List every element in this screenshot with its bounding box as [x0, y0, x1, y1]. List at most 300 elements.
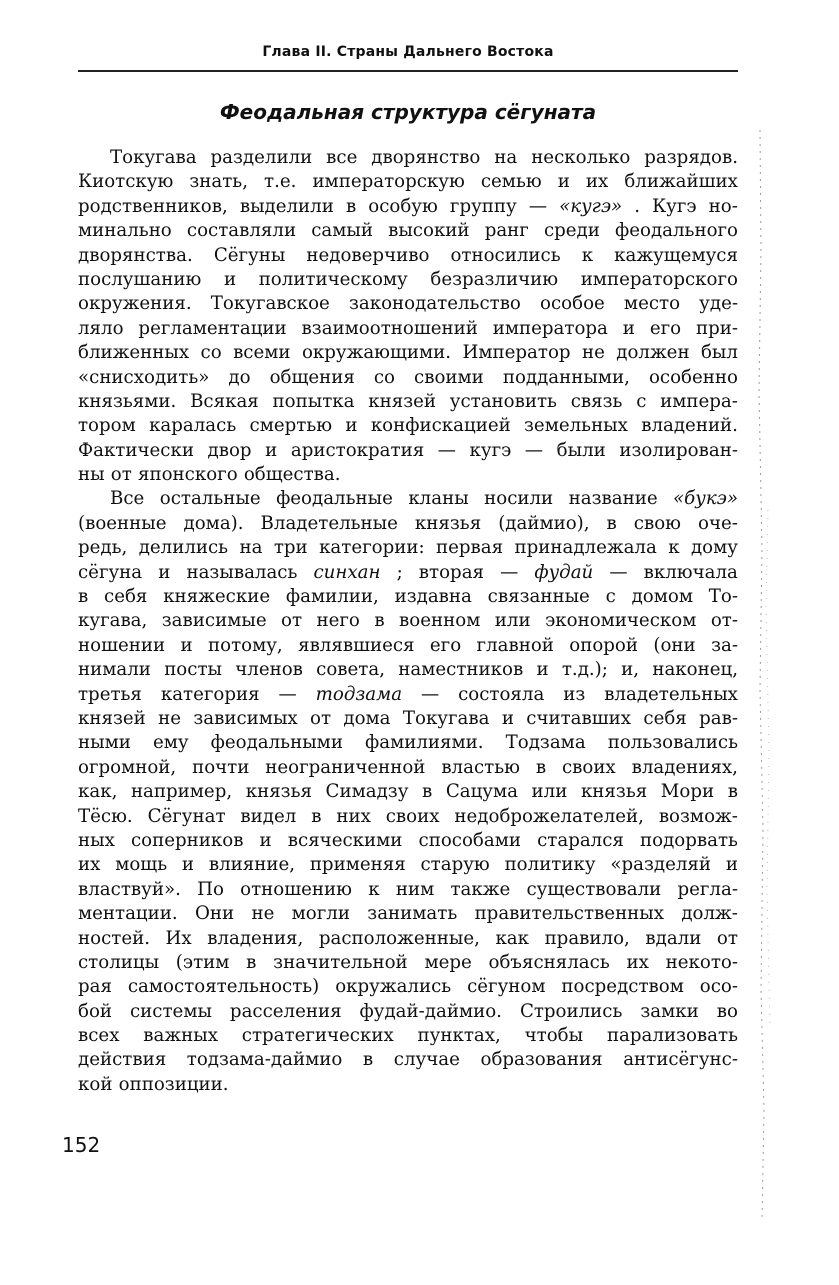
word: в — [362, 1049, 374, 1071]
word: дому — [690, 537, 738, 559]
word: домом — [631, 586, 693, 608]
word: своими — [414, 366, 484, 388]
word: самый — [311, 220, 373, 242]
text-line — [78, 268, 738, 292]
word: себя — [104, 586, 148, 608]
word: являвшиеся — [298, 634, 415, 656]
word: всяческими — [287, 829, 403, 851]
word: феодального — [615, 220, 738, 242]
word: ним — [395, 878, 435, 900]
word: считавших — [526, 707, 632, 729]
word: чтобы — [524, 1025, 584, 1047]
word: не — [158, 707, 182, 729]
word: регла- — [677, 878, 738, 900]
word: безразличию — [430, 268, 559, 290]
word: носили — [484, 488, 554, 510]
text-line — [78, 902, 738, 926]
word: высокий — [388, 220, 470, 242]
word: их — [626, 951, 649, 973]
word: значительной — [273, 951, 408, 973]
word: к — [581, 244, 594, 266]
word: Их — [165, 927, 192, 949]
body-text — [78, 146, 738, 1097]
word: князей — [368, 390, 437, 412]
word: конфискацией — [370, 415, 511, 437]
word: семью — [480, 171, 542, 193]
word: принадлежала — [514, 537, 657, 559]
word: общения — [269, 366, 355, 388]
word: посты — [164, 659, 222, 681]
text-line — [78, 561, 738, 585]
word: самостоятельность) — [127, 976, 320, 998]
word: и — [181, 854, 195, 876]
word: называлась — [186, 561, 298, 583]
word: осо- — [699, 976, 738, 998]
text-line — [78, 1000, 738, 1024]
word: (они — [653, 634, 696, 656]
word: с — [605, 586, 616, 608]
word: до — [228, 366, 251, 388]
word: свою — [633, 512, 682, 534]
word: ны — [78, 464, 105, 486]
word: разрядов. — [644, 147, 738, 168]
word: за- — [711, 634, 738, 656]
word: Император — [462, 342, 571, 364]
word: окружались — [335, 976, 452, 998]
word: старую — [420, 854, 490, 876]
word: посредством — [561, 976, 684, 998]
word: окружающими. — [301, 342, 452, 364]
word: князья — [414, 512, 482, 534]
word: замки — [640, 1000, 699, 1022]
text-line — [78, 585, 738, 609]
word: относились — [450, 244, 561, 266]
word: изолирован- — [619, 439, 738, 461]
word: некото- — [665, 951, 738, 973]
word: важных — [143, 1025, 218, 1047]
word: к — [668, 537, 680, 559]
word: разделили — [210, 147, 313, 168]
word: регламентации — [138, 317, 287, 339]
text-line — [78, 878, 738, 902]
text-line — [78, 366, 738, 390]
word: Мори — [660, 781, 715, 803]
word: из — [563, 683, 586, 705]
word: ношении — [78, 634, 166, 656]
word: оче- — [698, 512, 738, 534]
word: — — [437, 439, 456, 461]
word: вдали — [645, 927, 702, 949]
word: императорскую — [312, 171, 465, 193]
word: расположенные, — [318, 927, 480, 949]
word: князей — [78, 707, 146, 729]
word: дворянство — [371, 147, 481, 168]
word: недоверчиво — [306, 244, 430, 266]
word: делились — [138, 537, 229, 559]
word: Сёгунат — [147, 805, 226, 827]
word: состояла — [458, 683, 545, 705]
word: общества. — [243, 464, 341, 486]
word: действия — [78, 1049, 167, 1071]
word: и — [345, 415, 358, 437]
word: владений. — [641, 415, 738, 437]
word: могли — [291, 903, 350, 925]
word: — — [524, 439, 544, 461]
word: соперников — [130, 829, 244, 851]
word: Тёсю. — [78, 805, 133, 827]
word: тором — [78, 415, 136, 437]
word: связанные — [487, 586, 590, 608]
word: владетельных — [604, 683, 738, 705]
scan-edge-artifact — [754, 130, 774, 1220]
word: как — [495, 927, 530, 949]
word: Тодзама — [505, 732, 586, 754]
word: — — [278, 683, 297, 705]
word: выделили — [239, 195, 334, 217]
word: в — [78, 586, 89, 608]
word: членов — [235, 659, 303, 681]
word: зависимые — [161, 610, 267, 632]
word: на — [494, 147, 518, 168]
word: японского — [138, 464, 238, 486]
word: в — [374, 610, 385, 632]
word: экономическом — [545, 610, 697, 632]
word: особое — [540, 293, 605, 315]
word: или — [494, 610, 531, 632]
word: владениях, — [631, 756, 738, 778]
word: политическому — [258, 268, 408, 290]
word: «разделяй — [610, 854, 712, 876]
word: и — [557, 171, 570, 193]
word: феодальными — [210, 732, 343, 754]
word: княжеские — [163, 586, 271, 608]
word: ему — [152, 732, 189, 754]
word: и — [536, 659, 549, 681]
word: в — [246, 951, 257, 973]
word: окружения. — [78, 293, 192, 315]
word: дома — [343, 707, 391, 729]
word: был — [700, 342, 738, 364]
word: взаимоотношений — [301, 317, 478, 339]
word: правительственных — [474, 903, 665, 925]
word: несколько — [531, 147, 631, 168]
word: властью — [441, 756, 520, 778]
word: в — [727, 781, 738, 803]
word: с — [636, 390, 647, 412]
word: мощь — [115, 854, 168, 876]
word: родственников, — [78, 195, 228, 217]
word: императора — [492, 317, 608, 339]
word: ранг — [484, 220, 529, 242]
word: князьями. — [78, 390, 177, 412]
word: остальные — [159, 488, 261, 510]
word: должен — [616, 342, 690, 364]
text-line — [78, 975, 738, 999]
text-line — [78, 1048, 738, 1072]
word: видел — [240, 805, 297, 827]
word: политику — [504, 854, 596, 876]
word: случае — [393, 1049, 460, 1071]
word: Владетельные — [260, 512, 398, 534]
word: и — [725, 854, 738, 876]
word: включала — [643, 561, 738, 583]
word: или — [531, 781, 568, 803]
word: в — [345, 195, 357, 217]
word: совета, — [316, 659, 385, 681]
running-head: Глава II. Страны Дальнего Востока — [262, 44, 554, 60]
word: вторая — [418, 561, 485, 583]
text-line — [78, 853, 738, 877]
word: тодзама-даймио — [186, 1049, 343, 1071]
word: ных — [78, 829, 115, 851]
word: аристократия — [290, 439, 425, 461]
word: рав- — [699, 707, 738, 729]
word: всеми — [233, 342, 291, 364]
word: от — [310, 707, 332, 729]
word: попытка — [272, 390, 355, 412]
word: в — [421, 781, 433, 803]
word: главной — [476, 634, 554, 656]
word: ностей. — [78, 927, 150, 949]
text-line — [78, 170, 738, 194]
text-line — [78, 1024, 738, 1048]
word: минально — [78, 220, 172, 242]
word: законодательство — [348, 293, 521, 315]
word: редь, — [78, 537, 128, 559]
word: бой — [78, 1000, 113, 1022]
word: сёгуном — [467, 976, 546, 998]
word: кой — [78, 1073, 113, 1095]
word: место — [623, 293, 681, 315]
word: владения, — [207, 927, 304, 949]
word: и — [180, 634, 193, 656]
word: двор — [207, 439, 252, 461]
word: были — [556, 439, 606, 461]
word: дворянства. — [78, 244, 193, 266]
word: связь — [570, 390, 623, 412]
word: — — [420, 683, 440, 705]
word: особую — [368, 195, 438, 217]
word: но- — [708, 195, 738, 217]
word: земельных — [524, 415, 628, 437]
word: императорского — [580, 268, 738, 290]
text-line — [78, 536, 738, 560]
word: Сёгуны — [213, 244, 286, 266]
word: ближенных — [78, 342, 190, 364]
word: нимали — [78, 659, 151, 681]
text-line — [78, 756, 738, 780]
word: Кугэ — [652, 195, 697, 217]
text-line — [78, 414, 738, 438]
word: ; — [396, 561, 403, 583]
word: стратегических — [241, 1025, 394, 1047]
word: старался — [537, 829, 624, 851]
word: То- — [708, 586, 738, 608]
word: Они — [194, 903, 235, 925]
word: Всякая — [190, 390, 259, 412]
word: потому, — [208, 634, 283, 656]
word: категория — [160, 683, 260, 705]
word: синхан — [313, 561, 381, 583]
text-line — [78, 683, 738, 707]
word: во — [716, 1000, 738, 1022]
word: от- — [710, 610, 738, 632]
word: категории: — [319, 537, 425, 559]
word: Строились — [519, 1000, 623, 1022]
word: «снисходить» — [78, 366, 210, 388]
word: от — [716, 927, 738, 949]
word: каралась — [149, 415, 237, 437]
word: системы — [130, 1000, 212, 1022]
word: занимать — [367, 903, 458, 925]
word: т.е. — [264, 171, 297, 193]
text-line — [78, 292, 738, 316]
word: Токугава — [402, 707, 490, 729]
word: и — [259, 829, 272, 851]
word: название — [568, 488, 658, 510]
word: Все — [110, 488, 145, 510]
word: наместников — [398, 659, 524, 681]
text-line — [78, 512, 738, 536]
word: Симадзу — [325, 781, 409, 803]
word: кугава, — [78, 610, 148, 632]
word: третья — [78, 683, 142, 705]
text-line — [78, 463, 738, 487]
word: послушанию — [78, 268, 202, 290]
word: в — [606, 512, 617, 534]
word: зависимых — [193, 707, 298, 729]
text-line — [78, 829, 738, 853]
word: как, — [78, 781, 118, 803]
word: себя — [643, 707, 687, 729]
word: пользовались — [607, 732, 738, 754]
word: своих — [561, 756, 616, 778]
word: своих — [385, 805, 440, 827]
word: при- — [695, 317, 738, 339]
word: антисёгунс- — [623, 1049, 738, 1071]
text-line — [78, 1073, 738, 1097]
word: феодальные — [276, 488, 393, 510]
word: По — [197, 878, 224, 900]
text-line — [78, 195, 738, 219]
word: также — [450, 878, 511, 900]
word: Фактически — [78, 439, 194, 461]
word: возмож- — [658, 805, 738, 827]
word: и — [223, 268, 237, 290]
text-line — [78, 146, 738, 170]
text-line — [78, 731, 738, 755]
word: составляли — [186, 220, 297, 242]
word: в — [535, 756, 547, 778]
word: на — [239, 537, 263, 559]
word: (военные — [78, 512, 167, 534]
word: Токугава — [110, 147, 197, 168]
word: его — [649, 317, 682, 339]
word: ными — [78, 732, 131, 754]
word: применяя — [309, 854, 406, 876]
word: фудай — [534, 561, 594, 583]
word: неограниченной — [265, 756, 426, 778]
word: ляло — [78, 317, 124, 339]
word: мере — [424, 951, 472, 973]
word: со — [373, 366, 396, 388]
word: пунктах, — [417, 1025, 501, 1047]
word: Киотскую — [78, 171, 174, 193]
text-line — [78, 780, 738, 804]
word: «кугэ» — [559, 195, 623, 217]
word: среди — [543, 220, 600, 242]
word: издавна — [394, 586, 472, 608]
word: уде- — [699, 293, 738, 315]
word: Токугавское — [210, 293, 330, 315]
word: князья — [580, 781, 648, 803]
word: — — [528, 195, 548, 217]
word: подорвать — [640, 829, 738, 851]
text-line — [78, 439, 738, 463]
word: подданными, — [502, 366, 630, 388]
word: властвуй». — [78, 878, 181, 900]
word: — — [609, 561, 628, 583]
word: сёгуна — [78, 561, 143, 583]
word: смертью — [249, 415, 333, 437]
word: знать, — [189, 171, 248, 193]
word: фамилиями. — [365, 732, 484, 754]
word: правило, — [544, 927, 630, 949]
word: оппозиции. — [118, 1073, 229, 1095]
word: фудай-даймио. — [359, 1000, 502, 1022]
word: их — [78, 854, 101, 876]
word: и, — [621, 659, 640, 681]
word: кажущемуся — [614, 244, 738, 266]
word: группу — [449, 195, 517, 217]
word: отношению — [240, 878, 352, 900]
word: установить — [449, 390, 557, 412]
text-line — [78, 341, 738, 365]
word: Сацума — [445, 781, 518, 803]
word: ментации. — [78, 903, 178, 925]
word: к — [368, 878, 380, 900]
text-line — [78, 244, 738, 268]
word: особенно — [648, 366, 738, 388]
word: столицы — [78, 951, 160, 973]
text-line — [78, 487, 738, 511]
text-line — [78, 390, 738, 414]
word: кланы — [408, 488, 469, 510]
word: него — [316, 610, 360, 632]
word: князья — [245, 781, 312, 803]
text-line — [78, 951, 738, 975]
word: образования — [480, 1049, 603, 1071]
word: например, — [130, 781, 233, 803]
word: и — [622, 317, 635, 339]
word: опорой — [569, 634, 639, 656]
text-line — [78, 317, 738, 341]
word: наконец, — [652, 659, 738, 681]
word: ближайших — [624, 171, 738, 193]
word: импера- — [660, 390, 738, 412]
page-number: 152 — [62, 1133, 101, 1157]
word: не — [581, 342, 605, 364]
word: влияние, — [208, 854, 296, 876]
word: три — [273, 537, 308, 559]
text-line — [78, 707, 738, 731]
word: долж- — [681, 903, 738, 925]
word: и — [501, 707, 514, 729]
word: расселения — [229, 1000, 342, 1022]
word: почти — [192, 756, 250, 778]
word: недоброжелателей, — [454, 805, 644, 827]
word: т.д.); — [561, 659, 608, 681]
